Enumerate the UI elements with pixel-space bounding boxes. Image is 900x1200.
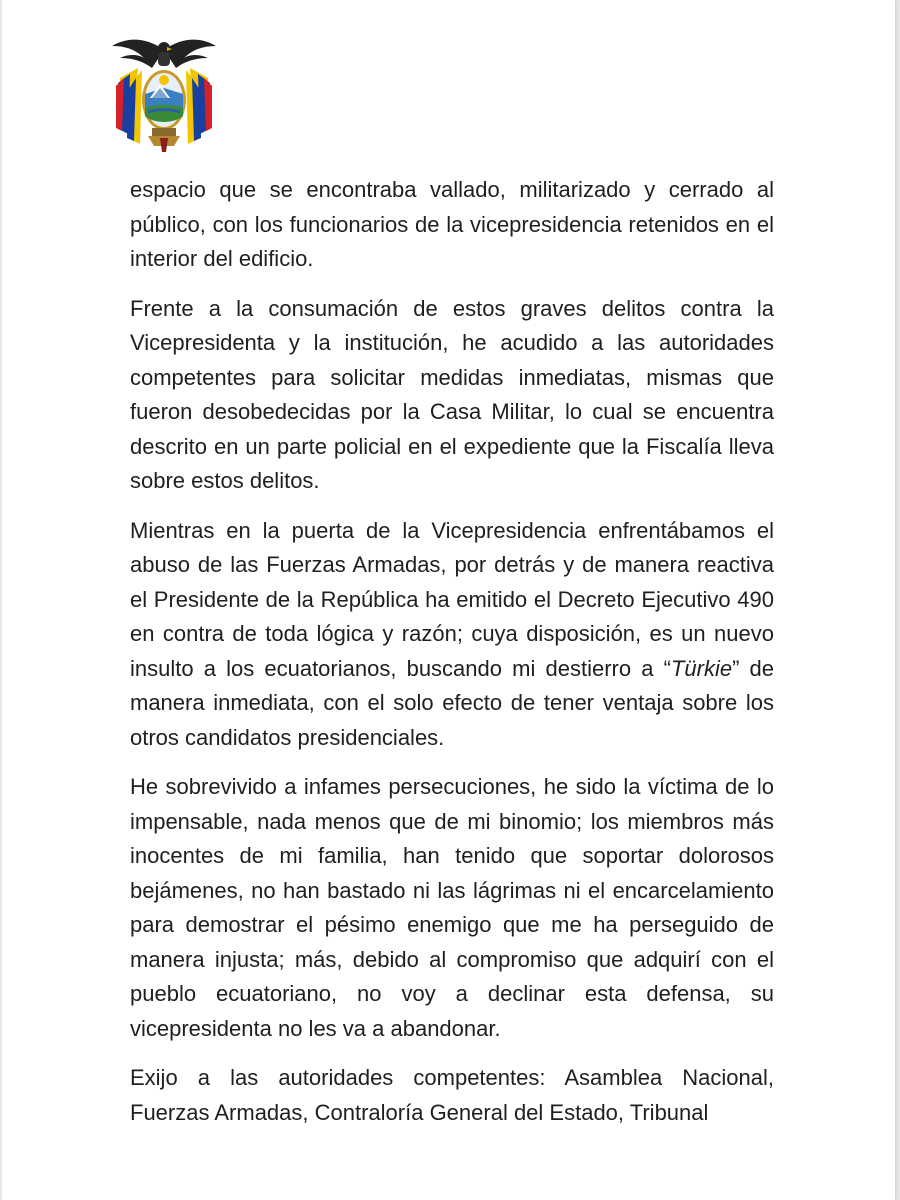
paragraph: He sobrevivido a infames persecuciones, he sido la víctima de lo impensable, nada menos que de mi binomio; los miembros más inocentes de mi familia, han tenido que soportar dolorosos bejámenes, no han bastado ni las lágrimas ni el encarcelamiento para demostrar el pésimo enemigo que me ha perseguido de manera injusta; más, debido al compromiso que adquirí con el pueblo ecuatoriano, no voy a declinar esta defensa, su vicepresidenta no les va a abandonar. (130, 774, 774, 1041)
paragraph-text: ” de manera inmediata, con el solo efecto de tener ventaja sobre los otros candidatos presidenciales. (130, 655, 774, 750)
paragraph-text: Mientras en la puerta de la Vicepresidencia enfrentábamos el abuso de las Fuerzas Armadas, por detrás y de manera reactiva el Presidente de la República ha emitido el Decreto Ejecutivo 490 en contra de toda lógica y razón; cuya disposición, es un nuevo insulto a los ecuatorianos, buscando mi destierro a “ (130, 517, 774, 681)
paragraph: Frente a la consumación de estos graves delitos contra la Vicepresidenta y la institución, he acudido a las autoridades competentes para solicitar medidas inmediatas, mismas que fueron desobedecidas por la Casa Militar, lo cual se encuentra descrito en un parte policial en el expediente que la Fiscalía lleva sobre estos delitos. (130, 295, 774, 493)
paragraph (130, 514, 774, 756)
emphasized-text: Türkie (670, 655, 733, 681)
ecuador-coat-of-arms-icon (108, 28, 220, 154)
document-page (2, 0, 896, 1200)
paragraph: espacio que se encontraba vallado, militarizado y cerrado al público, con los funcionarios de la vicepresidencia retenidos en el interior del edificio. (130, 177, 774, 271)
letter-body (130, 173, 774, 1130)
paragraph: Exijo a las autoridades competentes: Asamblea Nacional, Fuerzas Armadas, Contraloría General del Estado, Tribunal (130, 1065, 774, 1125)
